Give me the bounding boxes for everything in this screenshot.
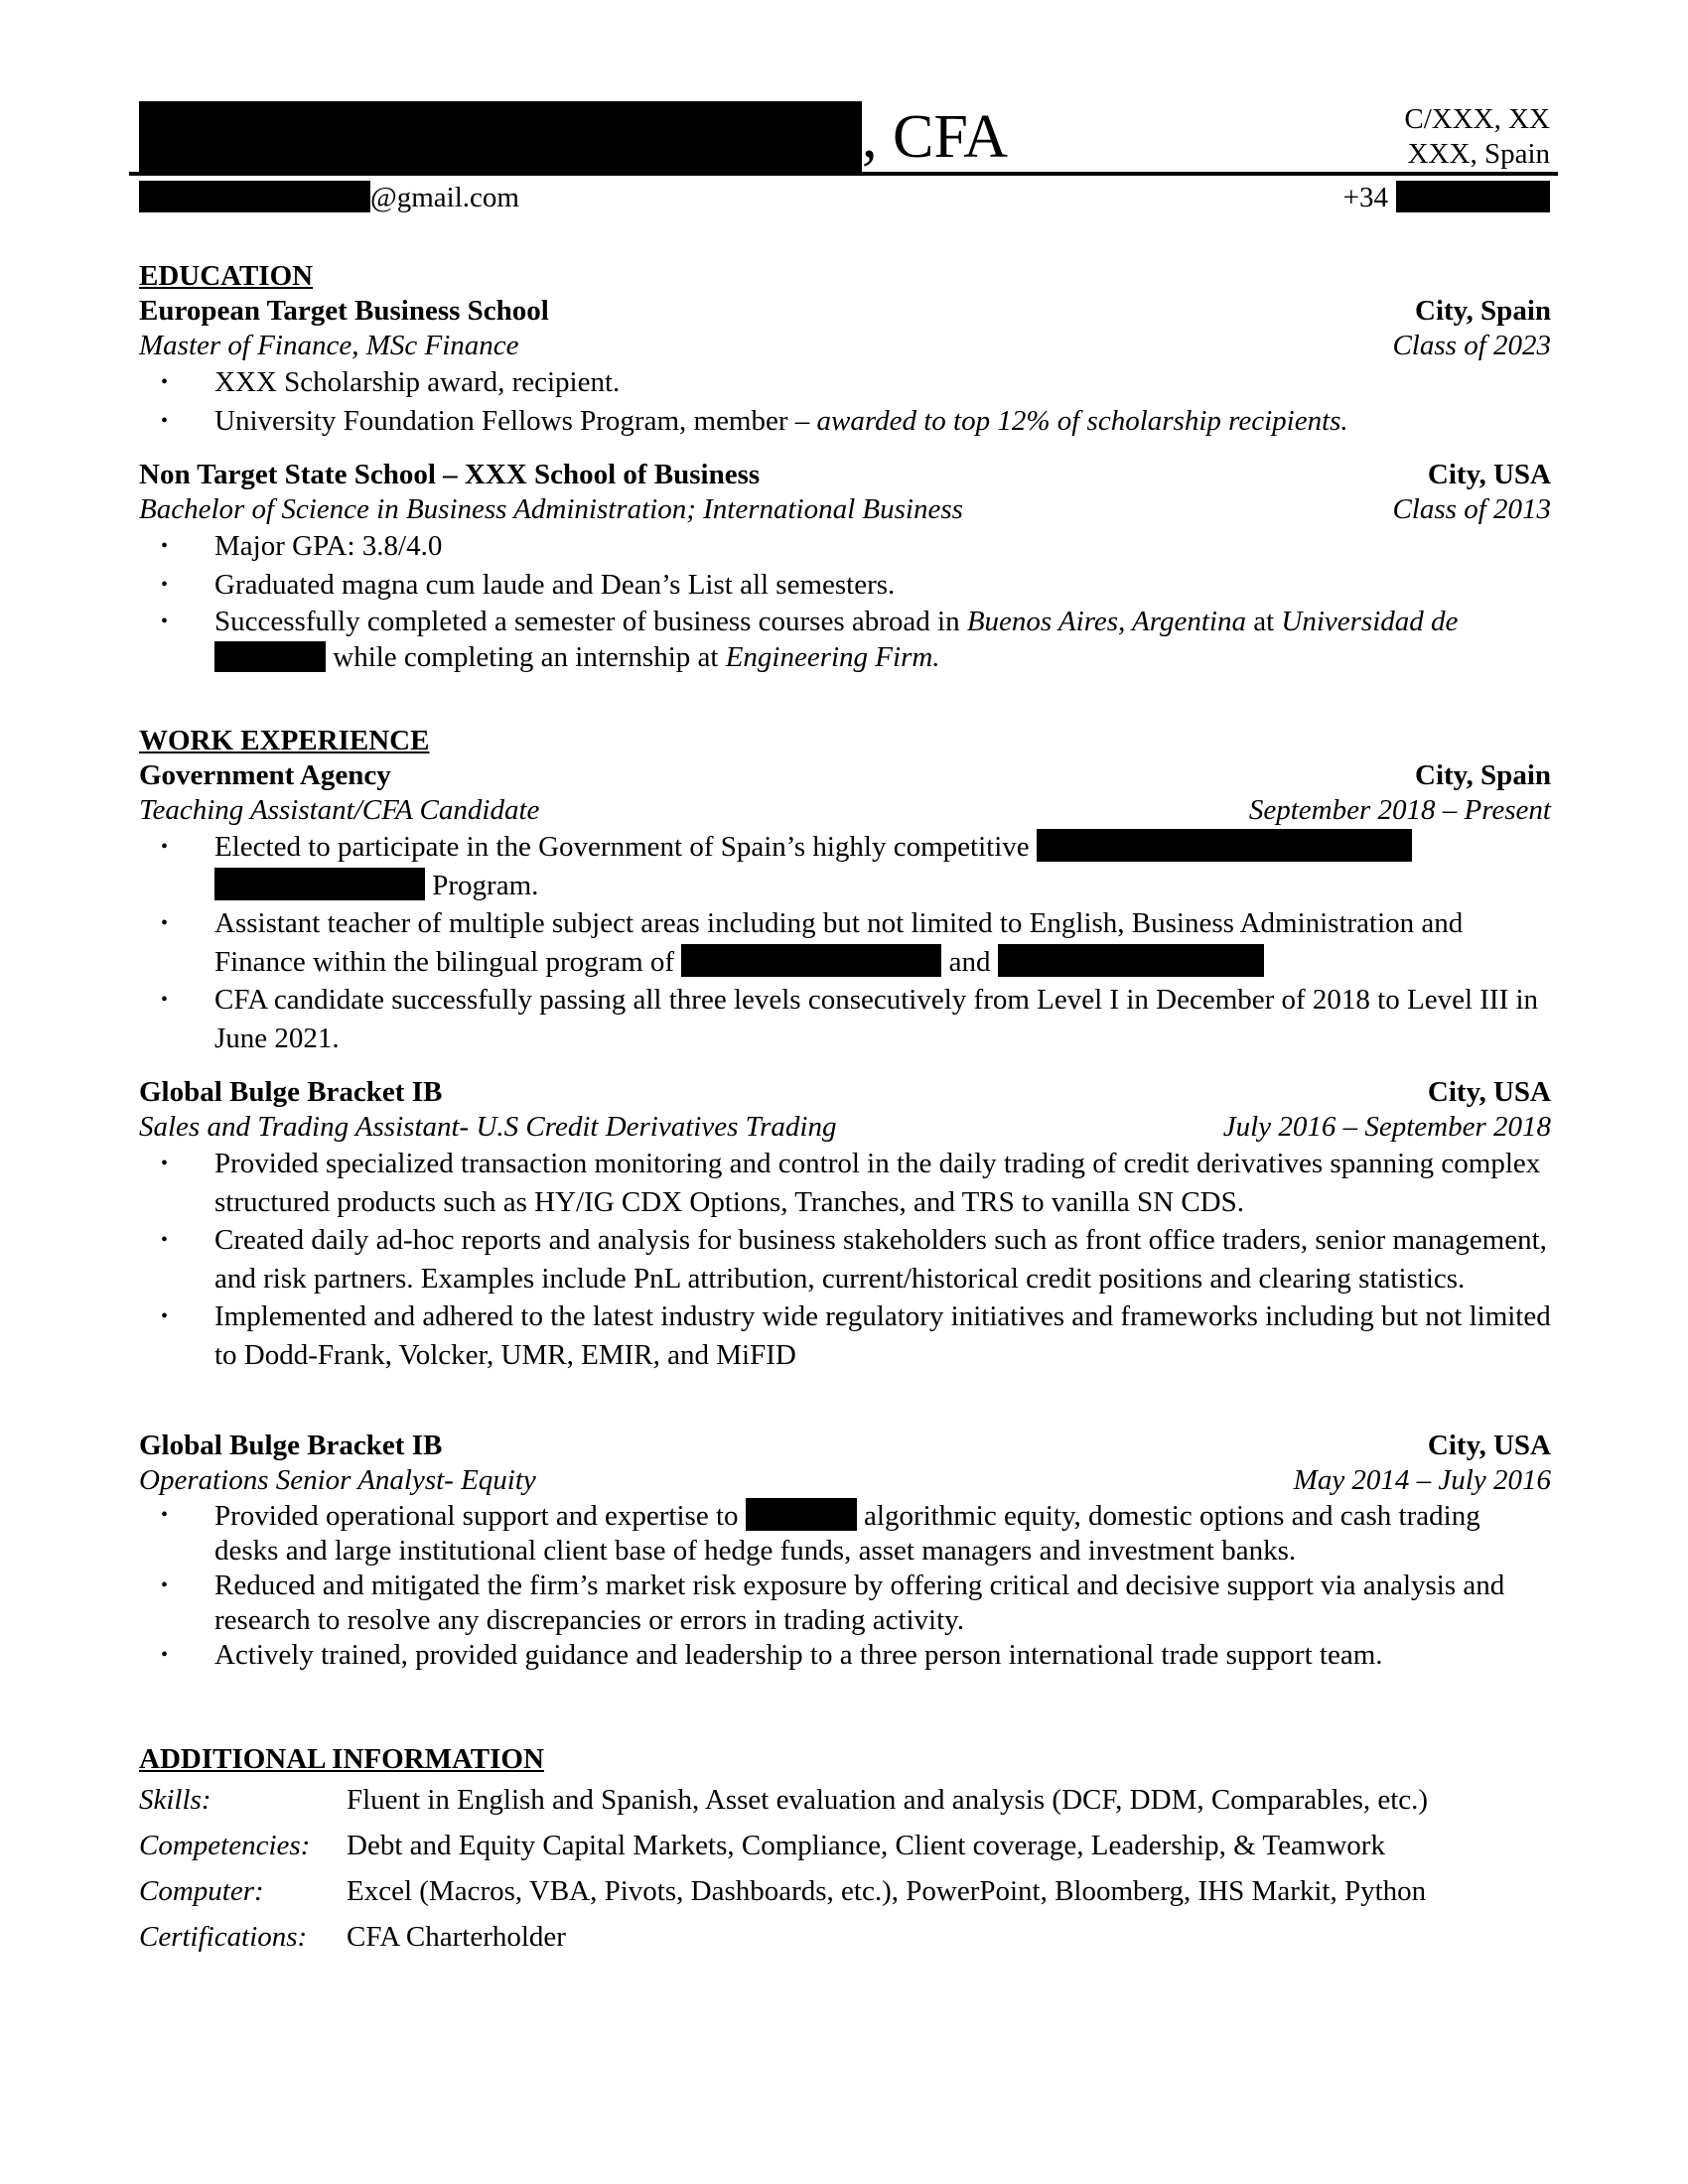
bullet-list [139,1498,1551,1673]
work-section [139,723,1551,1673]
dates: Class of 2023 [1392,330,1551,361]
job-title: Operations Senior Analyst- Equity [139,1464,536,1496]
work-entry [139,1075,1551,1374]
info-row [139,1823,1551,1868]
header-rule [129,172,1558,176]
education-entry [139,294,1551,440]
dates: May 2014 – July 2016 [1293,1464,1551,1496]
list-item: • Assistant teacher of multiple subject areas including but not limited to English, Business Administration and Finance within the bilingual program of and [139,904,1551,981]
info-label: Skills: [139,1784,211,1816]
school-name: European Target Business School [139,295,549,327]
list-item: • Successfully completed a semester of business courses abroad in Buenos Aires, Argentina at Universidad de while completing an internship at Engineering Firm. [139,604,1551,675]
company-location: City, USA [1427,1430,1551,1461]
education-section [139,258,1551,675]
list-item: • Major GPA: 3.8/4.0 [139,527,1551,566]
email-redaction [139,181,370,212]
education-entry [139,458,1551,675]
info-value: CFA Charterholder [347,1921,566,1953]
dates: September 2018 – Present [1248,794,1551,826]
redaction [214,641,326,672]
list-item: • XXX Scholarship award, recipient. [139,363,1551,402]
job-title: Teaching Assistant/CFA Candidate [139,794,540,826]
list-item: • Created daily ad-hoc reports and analysis for business stakeholders such as front office traders, senior management, and risk partners. Examples include PnL attribution, current/historical credit positions and clearing statistics. [139,1221,1551,1297]
company-name: Government Agency [139,759,391,791]
dates: Class of 2013 [1392,493,1551,525]
list-item: • CFA candidate successfully passing all three levels consecutively from Level I in December of 2018 to Level III in June 2021. [139,981,1551,1057]
email [139,180,519,215]
bullet-list [139,828,1551,1057]
name-credential: , CFA [862,103,1009,171]
bullet-list [139,1145,1551,1374]
list-item: • Provided specialized transaction monitoring and control in the daily trading of credit derivatives spanning complex structured products such as HY/IG CDX Options, Tranches, and TRS to vanilla SN CDS. [139,1145,1551,1221]
address-line-2: XXX, Spain [1407,138,1550,170]
info-row [139,1914,1551,1960]
company-name: Global Bulge Bracket IB [139,1430,443,1461]
job-title: Sales and Trading Assistant- U.S Credit Derivatives Trading [139,1111,837,1143]
phone-redaction [1396,181,1550,212]
work-entry [139,1429,1551,1673]
list-item: • Implemented and adhered to the latest industry wide regulatory initiatives and frameworks including but not limited to Dodd-Frank, Volcker, UMR, EMIR, and MiFID [139,1297,1551,1374]
section-title-education: EDUCATION [139,260,314,292]
email-suffix: @gmail.com [370,182,519,213]
redaction [746,1498,857,1531]
degree: Bachelor of Science in Business Administration; International Business [139,493,963,525]
phone-prefix: +34 [1342,182,1388,213]
list-item: • Provided operational support and expertise to algorithmic equity, domestic options and cash trading desks and large institutional client base of hedge funds, asset managers and investment banks. [139,1498,1551,1569]
redaction [998,944,1264,977]
additional-section [139,1741,1551,1960]
info-value: Debt and Equity Capital Markets, Compliance, Client coverage, Leadership, & Teamwork [347,1830,1385,1861]
section-title-work: WORK EXPERIENCE [139,725,430,756]
list-item: • Actively trained, provided guidance and leadership to a three person international trade support team. [139,1638,1551,1673]
work-entry [139,758,1551,1057]
list-item: • Reduced and mitigated the firm’s market risk exposure by offering critical and decisive support via analysis and research to resolve any discrepancies or errors in trading activity. [139,1569,1551,1638]
dates: July 2016 – September 2018 [1222,1111,1551,1143]
address [1404,102,1550,172]
list-item: • Elected to participate in the Government of Spain’s highly competitive Program. [139,828,1551,904]
list-item: • Graduated magna cum laude and Dean’s List all semesters. [139,566,1551,605]
company-name: Global Bulge Bracket IB [139,1076,443,1108]
school-location: City, Spain [1415,295,1551,327]
info-value: Fluent in English and Spanish, Asset evaluation and analysis (DCF, DDM, Comparables, etc.) [347,1784,1429,1816]
degree: Master of Finance, MSc Finance [139,330,519,361]
info-row [139,1868,1551,1914]
company-location: City, Spain [1415,759,1551,791]
info-label: Competencies: [139,1830,311,1861]
address-line-1: C/XXX, XX [1404,103,1550,135]
bullet-list [139,527,1551,675]
list-item: • University Foundation Fellows Program, member – awarded to top 12% of scholarship recipients. [139,402,1551,441]
redaction [1037,829,1412,862]
redaction [214,868,425,900]
bullet-list [139,363,1551,440]
info-label: Certifications: [139,1921,308,1953]
redaction [681,944,941,977]
school-location: City, USA [1427,459,1551,490]
info-row [139,1777,1551,1823]
section-title-additional: ADDITIONAL INFORMATION [139,1743,544,1775]
name-redaction [139,101,862,173]
phone [1343,180,1550,215]
school-name: Non Target State School – XXX School of Business [139,459,761,490]
info-label: Computer: [139,1875,264,1907]
company-location: City, USA [1427,1076,1551,1108]
info-value: Excel (Macros, VBA, Pivots, Dashboards, etc.), PowerPoint, Bloomberg, IHS Markit, Python [347,1875,1427,1907]
